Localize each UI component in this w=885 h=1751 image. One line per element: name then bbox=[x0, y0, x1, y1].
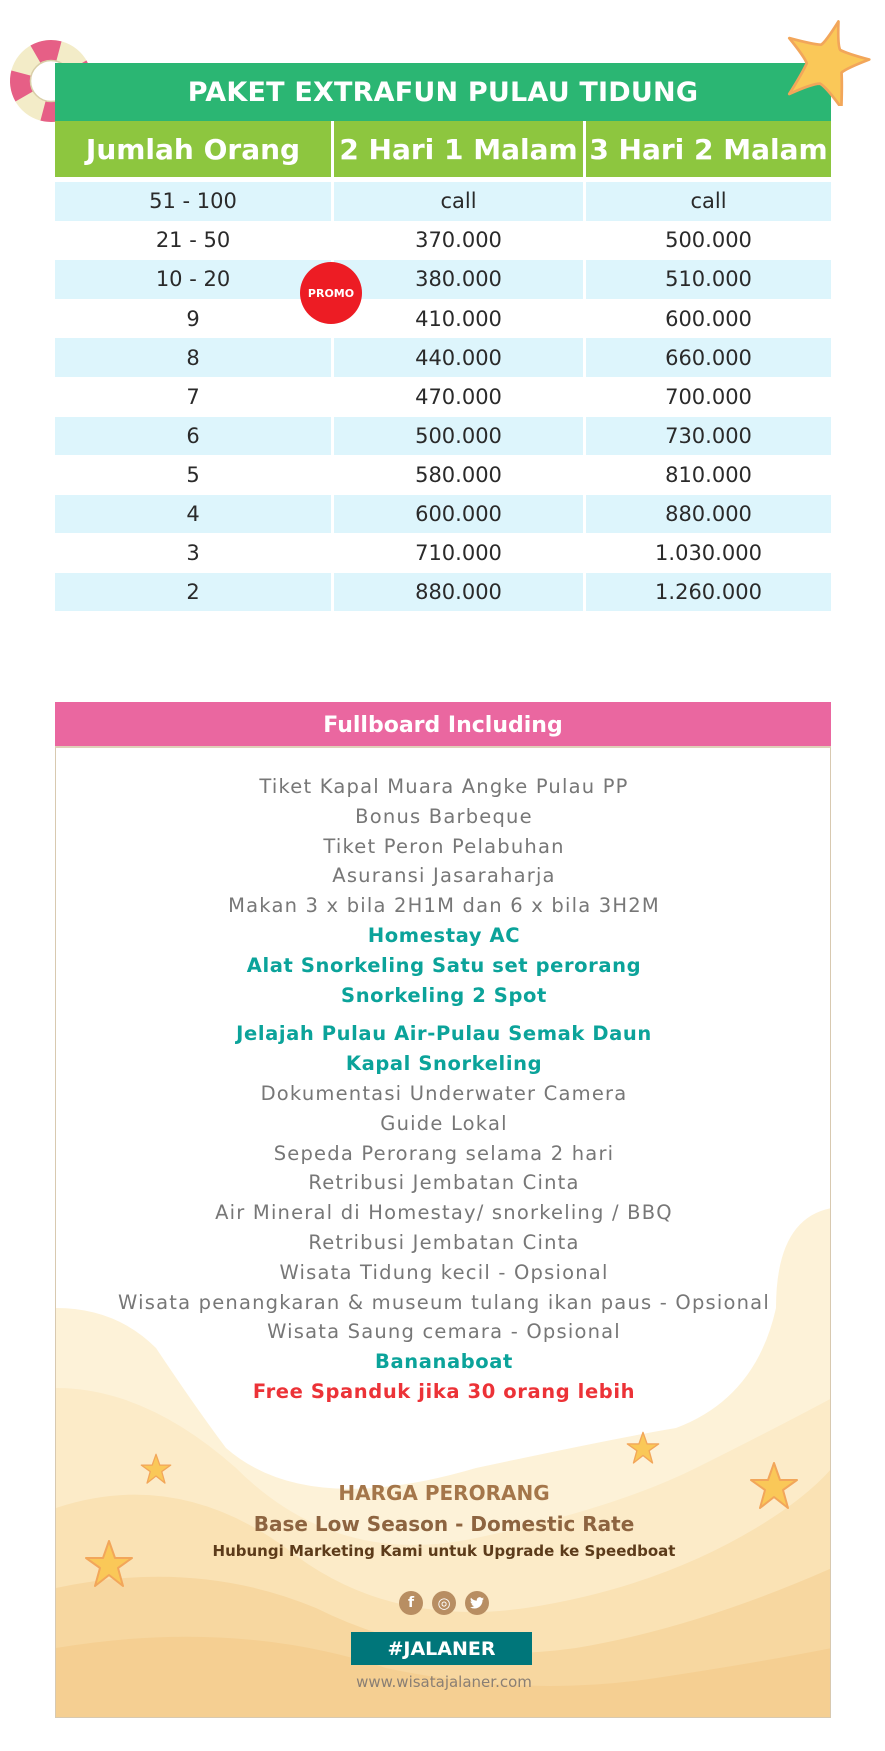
price-3d2n-cell: 510.000 bbox=[583, 260, 831, 299]
price-3d2n-cell: call bbox=[583, 182, 831, 221]
included-item: Snorkeling 2 Spot bbox=[341, 983, 547, 1007]
price-2d1n-cell: call bbox=[331, 182, 583, 221]
included-item: Asuransi Jasaraharja bbox=[332, 864, 556, 888]
price-2d1n-cell: 580.000 bbox=[331, 456, 583, 495]
table-header-row bbox=[55, 121, 831, 177]
included-item: Homestay AC bbox=[367, 923, 521, 947]
price-2d1n-cell: 380.000 bbox=[331, 260, 583, 299]
price-2d1n-cell: 880.000 bbox=[331, 573, 583, 612]
table-row bbox=[55, 221, 831, 260]
group-size-cell: 4 bbox=[186, 502, 200, 526]
price-2d1n-cell: 370.000 bbox=[331, 221, 583, 260]
group-size-cell: 5 bbox=[186, 462, 200, 487]
table-row bbox=[55, 299, 831, 338]
price-note-contact: Hubungi Marketing Kami untuk Upgrade ke Speedboat bbox=[212, 1542, 676, 1560]
instagram-icon[interactable]: ◎ bbox=[432, 1591, 456, 1615]
table-row bbox=[55, 182, 831, 221]
price-3d2n-cell: 1.030.000 bbox=[583, 534, 831, 573]
price-3d2n-cell: 600.000 bbox=[583, 299, 831, 338]
price-3d2n-cell: 700.000 bbox=[583, 377, 831, 416]
fullboard-box bbox=[55, 746, 831, 1718]
included-item: Alat Snorkeling Satu set perorang bbox=[246, 953, 642, 977]
group-size-cell: 9 bbox=[186, 306, 200, 331]
price-2d1n-cell: 410.000 bbox=[331, 299, 583, 338]
column-header: Jumlah Orang bbox=[85, 132, 301, 166]
group-size-cell: 7 bbox=[186, 384, 200, 409]
price-3d2n-cell: 730.000 bbox=[583, 417, 831, 456]
group-size-cell: 6 bbox=[186, 423, 200, 448]
group-size-cell: 3 bbox=[186, 541, 200, 566]
price-note-season: Base Low Season - Domestic Rate bbox=[253, 1512, 635, 1536]
included-item: Air Mineral di Homestay/ snorkeling / BBQ bbox=[215, 1201, 673, 1225]
group-size-cell: 8 bbox=[186, 345, 200, 370]
table-row bbox=[55, 417, 831, 456]
hashtag-button[interactable]: #JALANER bbox=[351, 1632, 532, 1665]
included-item: Dokumentasi Underwater Camera bbox=[260, 1081, 628, 1105]
table-row bbox=[55, 456, 831, 495]
price-3d2n-cell: 660.000 bbox=[583, 338, 831, 377]
price-2d1n-cell: 500.000 bbox=[331, 417, 583, 456]
included-item: Wisata penangkaran & museum tulang ikan paus - Opsional bbox=[118, 1290, 770, 1314]
group-size-cell: 10 - 20 bbox=[155, 267, 231, 292]
included-item: Tiket Kapal Muara Angke Pulau PP bbox=[259, 775, 629, 798]
group-size-cell: 2 bbox=[186, 580, 200, 605]
included-item: Bonus Barbeque bbox=[355, 804, 533, 828]
included-item: Guide Lokal bbox=[380, 1111, 508, 1135]
included-item: Wisata Saung cemara - Opsional bbox=[267, 1320, 621, 1344]
table-row bbox=[55, 338, 831, 377]
starfish-icon bbox=[780, 16, 872, 106]
table-row bbox=[55, 260, 831, 299]
price-3d2n-cell: 810.000 bbox=[583, 456, 831, 495]
included-item: Makan 3 x bila 2H1M dan 6 x bila 3H2M bbox=[228, 894, 660, 918]
table-row bbox=[55, 534, 831, 573]
price-3d2n-cell: 1.260.000 bbox=[583, 573, 831, 612]
group-size-cell: 51 - 100 bbox=[149, 189, 237, 214]
twitter-icon[interactable] bbox=[465, 1591, 489, 1615]
column-header: 3 Hari 2 Malam bbox=[583, 121, 831, 177]
price-3d2n-cell: 500.000 bbox=[583, 221, 831, 260]
included-item: Wisata Tidung kecil - Opsional bbox=[279, 1260, 609, 1284]
table-row bbox=[55, 377, 831, 416]
price-2d1n-cell: 710.000 bbox=[331, 534, 583, 573]
page-title: PAKET EXTRAFUN PULAU TIDUNG bbox=[55, 63, 831, 121]
included-item: Kapal Snorkeling bbox=[345, 1052, 543, 1076]
included-item: Free Spanduk jika 30 orang lebih bbox=[252, 1379, 636, 1403]
included-item: Tiket Peron Pelabuhan bbox=[323, 834, 565, 858]
price-2d1n-cell: 600.000 bbox=[331, 495, 583, 534]
included-item: Sepeda Perorang selama 2 hari bbox=[273, 1141, 615, 1165]
price-2d1n-cell: 470.000 bbox=[331, 377, 583, 416]
price-2d1n-cell: 440.000 bbox=[331, 338, 583, 377]
facebook-icon[interactable]: f bbox=[399, 1591, 423, 1615]
price-note-title: HARGA PERORANG bbox=[338, 1481, 550, 1505]
table-row bbox=[55, 573, 831, 612]
included-item: Jelajah Pulau Air-Pulau Semak Daun bbox=[236, 1022, 652, 1046]
column-header: 2 Hari 1 Malam bbox=[331, 121, 583, 177]
fullboard-header: Fullboard Including bbox=[55, 702, 831, 748]
pricing-table bbox=[55, 121, 831, 612]
included-item: Retribusi Jembatan Cinta bbox=[308, 1171, 580, 1195]
social-links bbox=[56, 1591, 831, 1615]
group-size-cell: 21 - 50 bbox=[155, 228, 231, 253]
table-row bbox=[55, 495, 831, 534]
included-item: Bananaboat bbox=[375, 1350, 513, 1374]
price-3d2n-cell: 880.000 bbox=[583, 495, 831, 534]
included-item: Retribusi Jembatan Cinta bbox=[308, 1230, 580, 1254]
starfish-icon bbox=[626, 1431, 660, 1465]
website-link[interactable]: www.wisatajalaner.com bbox=[356, 1673, 532, 1691]
promo-badge: PROMO bbox=[300, 262, 362, 324]
included-items-list bbox=[56, 772, 831, 1407]
